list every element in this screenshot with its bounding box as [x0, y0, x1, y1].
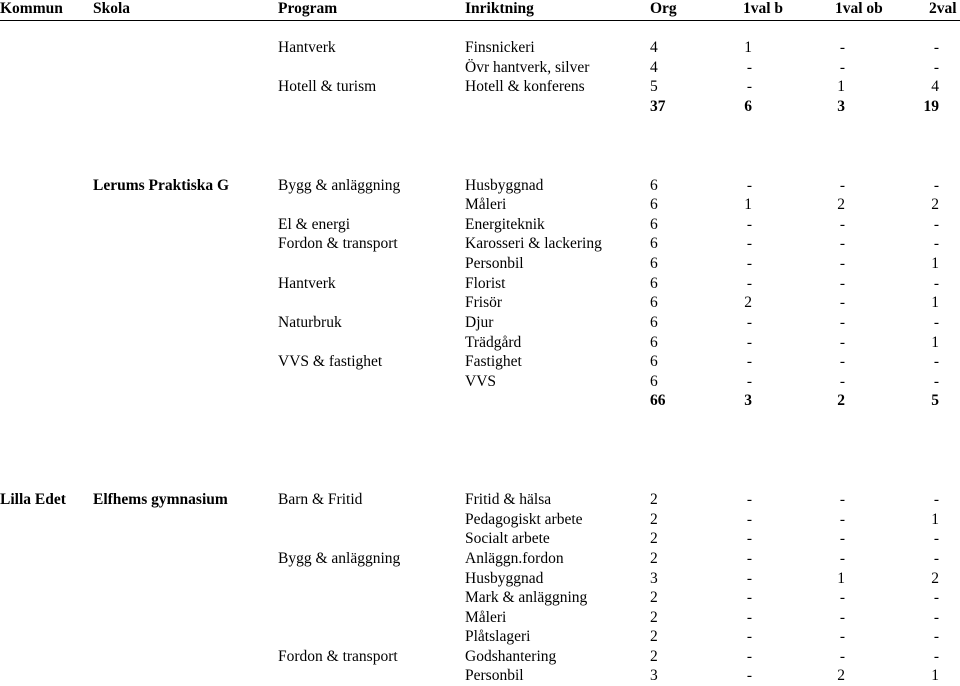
cell-2val: -: [933, 235, 939, 252]
cell-1val-ob: -: [839, 648, 845, 665]
cell-1val-b: -: [746, 235, 752, 252]
cell-org: 3: [650, 667, 658, 684]
cell-org: 66: [650, 392, 666, 409]
cell-2val: -: [933, 177, 939, 194]
cell-2val: -: [933, 628, 939, 645]
cell-1val-b: 1: [744, 39, 752, 56]
cell-1val-b: -: [746, 59, 752, 76]
cell-org: 6: [650, 177, 658, 194]
column-header-skola: Skola: [93, 0, 131, 17]
cell-1val-ob: -: [839, 216, 845, 233]
column-header-2val: 2val: [929, 0, 957, 17]
cell-2val: 1: [931, 255, 939, 272]
cell-inriktning: Övr hantverk, silver: [465, 59, 590, 76]
cell-1val-b: -: [746, 314, 752, 331]
cell-inriktning: Husbyggnad: [465, 177, 544, 194]
cell-2val: 4: [931, 78, 939, 95]
cell-org: 6: [650, 353, 658, 370]
cell-2val: -: [933, 216, 939, 233]
cell-1val-b: 6: [744, 98, 752, 115]
cell-program: Fordon & transport: [278, 648, 398, 665]
cell-1val-ob: -: [839, 275, 845, 292]
cell-inriktning: Florist: [465, 275, 506, 292]
cell-1val-ob: -: [839, 39, 845, 56]
cell-org: 6: [650, 373, 658, 390]
cell-program: VVS & fastighet: [278, 353, 383, 370]
cell-1val-ob: -: [839, 235, 845, 252]
cell-org: 2: [650, 609, 658, 626]
cell-1val-b: -: [746, 275, 752, 292]
cell-org: 2: [650, 550, 658, 567]
cell-1val-ob: -: [839, 491, 845, 508]
cell-2val: 5: [931, 392, 939, 409]
column-header-1val-b: 1val b: [743, 0, 784, 17]
cell-2val: -: [933, 373, 939, 390]
cell-inriktning: Personbil: [465, 667, 524, 684]
cell-program: Hantverk: [278, 275, 336, 292]
column-header-org: Org: [650, 0, 677, 17]
cell-2val: -: [933, 530, 939, 547]
column-header-inriktning: Inriktning: [465, 0, 534, 17]
cell-program: Hantverk: [278, 39, 336, 56]
cell-skola: Lerums Praktiska G: [93, 177, 230, 194]
cell-org: 6: [650, 294, 658, 311]
cell-org: 2: [650, 511, 658, 528]
cell-inriktning: Husbyggnad: [465, 570, 544, 587]
cell-1val-ob: 2: [837, 667, 845, 684]
cell-1val-b: -: [746, 667, 752, 684]
cell-inriktning: Måleri: [465, 609, 507, 626]
cell-program: Hotell & turism: [278, 78, 377, 95]
cell-2val: 1: [931, 667, 939, 684]
cell-skola: Elfhems gymnasium: [93, 491, 228, 508]
cell-inriktning: Personbil: [465, 255, 524, 272]
cell-inriktning: Måleri: [465, 196, 507, 213]
cell-1val-ob: -: [839, 589, 845, 606]
cell-inriktning: Trädgård: [465, 334, 522, 351]
cell-1val-b: -: [746, 550, 752, 567]
cell-2val: -: [933, 589, 939, 606]
cell-program: Bygg & anläggning: [278, 177, 401, 194]
cell-1val-b: -: [746, 353, 752, 370]
cell-inriktning: Fritid & hälsa: [465, 491, 552, 508]
cell-2val: -: [933, 275, 939, 292]
cell-1val-b: -: [746, 78, 752, 95]
cell-org: 37: [650, 98, 666, 115]
cell-org: 6: [650, 334, 658, 351]
cell-inriktning: Hotell & konferens: [465, 78, 585, 95]
cell-2val: 19: [923, 98, 939, 115]
cell-2val: -: [933, 39, 939, 56]
cell-2val: 2: [931, 570, 939, 587]
cell-1val-b: 2: [744, 294, 752, 311]
cell-inriktning: Djur: [465, 314, 494, 331]
cell-1val-ob: -: [839, 294, 845, 311]
cell-2val: -: [933, 353, 939, 370]
cell-1val-ob: -: [839, 59, 845, 76]
cell-1val-ob: -: [839, 314, 845, 331]
cell-1val-ob: -: [839, 550, 845, 567]
cell-2val: -: [933, 314, 939, 331]
cell-1val-b: -: [746, 334, 752, 351]
cell-inriktning: Anläggn.fordon: [465, 550, 564, 567]
cell-org: 2: [650, 491, 658, 508]
cell-1val-ob: -: [839, 373, 845, 390]
cell-2val: -: [933, 648, 939, 665]
cell-org: 4: [650, 39, 658, 56]
cell-1val-b: 3: [744, 392, 752, 409]
cell-org: 2: [650, 628, 658, 645]
cell-inriktning: Plåtslageri: [465, 628, 531, 645]
cell-org: 6: [650, 314, 658, 331]
cell-inriktning: VVS: [465, 373, 497, 390]
cell-2val: 2: [931, 196, 939, 213]
cell-1val-b: -: [746, 570, 752, 587]
cell-org: 6: [650, 216, 658, 233]
cell-2val: 1: [931, 294, 939, 311]
cell-inriktning: Mark & anläggning: [465, 589, 588, 606]
cell-org: 6: [650, 275, 658, 292]
cell-1val-b: -: [746, 511, 752, 528]
cell-1val-b: -: [746, 648, 752, 665]
cell-program: Barn & Fritid: [278, 491, 363, 508]
cell-org: 5: [650, 78, 658, 95]
cell-1val-b: -: [746, 609, 752, 626]
table-header-row: [0, 0, 960, 21]
column-header-1val-ob: 1val ob: [835, 0, 883, 17]
cell-1val-ob: 1: [837, 78, 845, 95]
cell-1val-ob: 2: [837, 392, 845, 409]
cell-1val-b: -: [746, 491, 752, 508]
cell-inriktning: Frisör: [465, 294, 503, 311]
cell-1val-ob: -: [839, 609, 845, 626]
cell-1val-ob: 1: [837, 570, 845, 587]
cell-1val-b: -: [746, 628, 752, 645]
cell-org: 6: [650, 235, 658, 252]
column-header-program: Program: [278, 0, 338, 17]
cell-1val-b: -: [746, 589, 752, 606]
cell-inriktning: Energiteknik: [465, 216, 545, 233]
column-header-kommun: Kommun: [0, 0, 63, 17]
cell-program: Fordon & transport: [278, 235, 398, 252]
cell-1val-ob: -: [839, 530, 845, 547]
cell-1val-b: -: [746, 373, 752, 390]
cell-inriktning: Socialt arbete: [465, 530, 550, 547]
cell-program: Bygg & anläggning: [278, 550, 401, 567]
cell-1val-b: -: [746, 255, 752, 272]
cell-1val-ob: 3: [837, 98, 845, 115]
cell-org: 6: [650, 255, 658, 272]
cell-inriktning: Godshantering: [465, 648, 557, 665]
cell-1val-ob: -: [839, 353, 845, 370]
cell-org: 2: [650, 648, 658, 665]
cell-kommun: Lilla Edet: [0, 491, 66, 508]
cell-org: 4: [650, 59, 658, 76]
cell-1val-ob: -: [839, 628, 845, 645]
cell-1val-b: -: [746, 216, 752, 233]
cell-org: 2: [650, 530, 658, 547]
cell-inriktning: Fastighet: [465, 353, 522, 370]
cell-org: 6: [650, 196, 658, 213]
cell-1val-b: -: [746, 177, 752, 194]
cell-inriktning: Pedagogiskt arbete: [465, 511, 583, 528]
cell-2val: -: [933, 491, 939, 508]
cell-1val-ob: 2: [837, 196, 845, 213]
cell-org: 2: [650, 589, 658, 606]
cell-1val-ob: -: [839, 511, 845, 528]
cell-org: 3: [650, 570, 658, 587]
cell-2val: 1: [931, 511, 939, 528]
cell-inriktning: Karosseri & lackering: [465, 235, 602, 252]
cell-2val: -: [933, 550, 939, 567]
cell-1val-ob: -: [839, 255, 845, 272]
cell-1val-b: -: [746, 530, 752, 547]
cell-2val: -: [933, 609, 939, 626]
cell-2val: 1: [931, 334, 939, 351]
cell-1val-ob: -: [839, 177, 845, 194]
cell-2val: -: [933, 59, 939, 76]
cell-1val-ob: -: [839, 334, 845, 351]
cell-1val-b: 1: [744, 196, 752, 213]
cell-program: El & energi: [278, 216, 351, 233]
cell-inriktning: Finsnickeri: [465, 39, 535, 56]
cell-program: Naturbruk: [278, 314, 342, 331]
